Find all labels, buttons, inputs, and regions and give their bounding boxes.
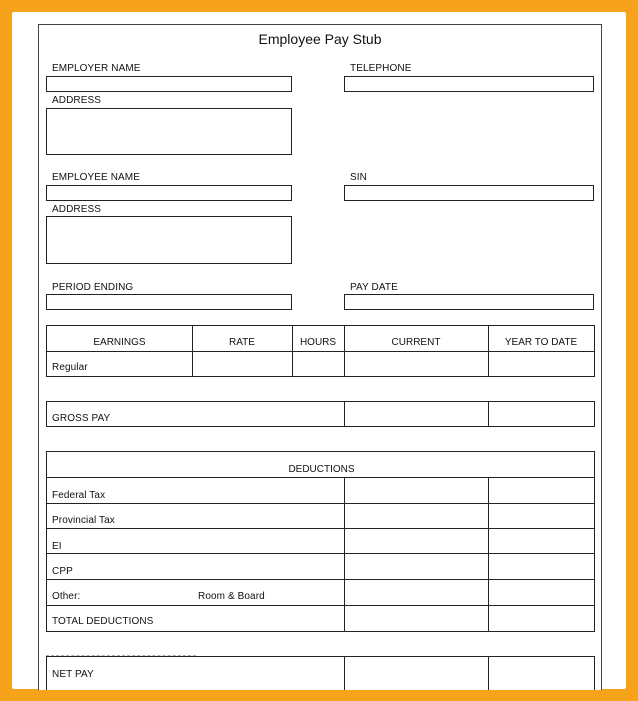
gross-pay-col-divider bbox=[488, 402, 489, 426]
gross-pay-col-divider bbox=[344, 402, 345, 426]
deductions-row-divider bbox=[47, 579, 594, 580]
employer-address-field[interactable] bbox=[46, 108, 292, 155]
earnings-row-regular: Regular bbox=[52, 362, 88, 373]
deduction-row-cpp: CPP bbox=[52, 566, 73, 577]
deductions-header: DEDUCTIONS bbox=[288, 464, 355, 475]
employer-address-label: ADDRESS bbox=[52, 95, 102, 106]
employer-name-label: EMPLOYER NAME bbox=[52, 63, 141, 74]
period-ending-field[interactable] bbox=[46, 294, 292, 310]
deductions-row-divider bbox=[47, 528, 594, 529]
employee-name-field[interactable] bbox=[46, 185, 292, 201]
sin-field[interactable] bbox=[344, 185, 594, 201]
sin-label: SIN bbox=[350, 172, 367, 183]
pay-stub-form bbox=[38, 24, 602, 690]
earnings-header-hours: HOURS bbox=[299, 337, 337, 348]
pay-date-label: PAY DATE bbox=[350, 282, 398, 293]
earnings-header-ytd: YEAR TO DATE bbox=[504, 337, 578, 348]
deductions-row-divider bbox=[47, 553, 594, 554]
total-deductions-label: TOTAL DEDUCTIONS bbox=[52, 616, 154, 627]
earnings-table bbox=[46, 325, 595, 377]
gross-pay-label: GROSS PAY bbox=[52, 413, 111, 424]
form-title: Employee Pay Stub bbox=[258, 31, 382, 47]
earnings-header-earnings: EARNINGS bbox=[93, 337, 146, 348]
employee-name-label: EMPLOYEE NAME bbox=[52, 172, 140, 183]
deductions-row-divider bbox=[47, 605, 594, 606]
deduction-room-board: Room & Board bbox=[198, 591, 265, 602]
deductions-col-divider bbox=[488, 477, 489, 631]
earnings-row-divider bbox=[47, 351, 594, 352]
deductions-col-divider bbox=[344, 477, 345, 631]
employee-address-field[interactable] bbox=[46, 216, 292, 264]
net-pay-col-divider bbox=[488, 657, 489, 690]
earnings-header-rate: RATE bbox=[229, 337, 255, 348]
deductions-row-divider bbox=[47, 477, 594, 478]
deduction-row-federal-tax: Federal Tax bbox=[52, 490, 106, 501]
net-pay-row bbox=[46, 656, 595, 690]
earnings-header-current: CURRENT bbox=[391, 337, 441, 348]
net-pay-label: NET PAY bbox=[52, 669, 94, 680]
deductions-row-divider bbox=[47, 503, 594, 504]
pay-date-field[interactable] bbox=[344, 294, 594, 310]
gross-pay-row bbox=[46, 401, 595, 427]
telephone-field[interactable] bbox=[344, 76, 594, 92]
net-pay-col-divider bbox=[344, 657, 345, 690]
employee-address-label: ADDRESS bbox=[52, 204, 102, 215]
telephone-label: TELEPHONE bbox=[350, 63, 412, 74]
deduction-row-provincial-tax: Provincial Tax bbox=[52, 515, 115, 526]
deduction-row-ei: EI bbox=[52, 541, 62, 552]
deduction-row-other: Other: bbox=[52, 591, 81, 602]
deductions-table bbox=[46, 451, 595, 632]
employer-name-field[interactable] bbox=[46, 76, 292, 92]
period-ending-label: PERIOD ENDING bbox=[52, 282, 134, 293]
